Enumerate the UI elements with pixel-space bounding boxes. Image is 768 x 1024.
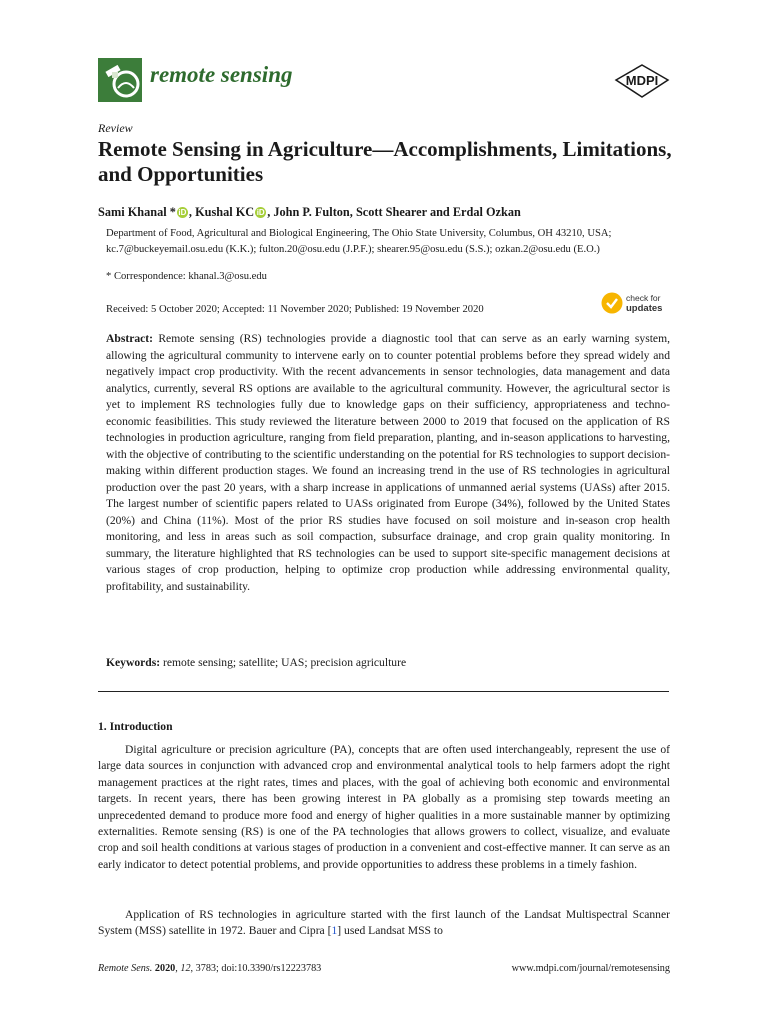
intro-text: ] used Landsat MSS to xyxy=(337,924,443,938)
keywords-label: Keywords: xyxy=(106,656,161,669)
footer-doi: , 3783; doi:10.3390/rs12223783 xyxy=(190,963,322,974)
section-divider xyxy=(98,691,669,692)
abstract-label: Abstract: xyxy=(106,332,154,345)
author-name: Sami Khanal * xyxy=(98,205,176,219)
check-updates-line1: check for xyxy=(626,293,661,303)
journal-abbrev: Remote Sens. xyxy=(98,963,153,974)
author-name: Kushal KC xyxy=(195,205,255,219)
remote-sensing-logo-icon xyxy=(98,58,142,102)
intro-text: Application of RS technologies in agriculture started with the first launch of the Landsat Multispectral Scanner System (MSS) satellite in 1972. Bauer and Cipra [ xyxy=(98,908,670,938)
keywords xyxy=(106,656,406,669)
publisher-name: MDPI xyxy=(625,73,659,88)
citation-link[interactable]: 1 xyxy=(331,924,338,938)
intro-paragraph xyxy=(98,907,670,940)
footer-year: 2020 xyxy=(154,963,176,974)
affiliation: Department of Food, Agricultural and Biological Engineering, The Ohio State University, Columbus, OH 43210, USA; kc.7@buckeyemail.osu.edu (K.K.); fulton.20@osu.edu (J.P.F.); shearer.95@osu.edu (S.S.); ozkan.2@osu.edu (E.O.) xyxy=(106,228,612,255)
article-type: Review xyxy=(98,121,133,135)
abstract xyxy=(106,331,670,595)
orcid-icon[interactable]: iD xyxy=(256,208,265,217)
section-heading: 1. Introduction xyxy=(98,720,173,733)
author-name: John P. Fulton xyxy=(273,205,350,219)
citation-footer: Remote Sens. 2020, 12, 3783; doi:10.3390/rs12223783 xyxy=(98,963,322,974)
article-title: Remote Sensing in Agriculture—Accomplishments, Limitations, and Opportunities xyxy=(98,137,672,186)
check-updates-line2: updates xyxy=(626,302,663,314)
author-name: Erdal Ozkan xyxy=(452,205,521,219)
orcid-icon[interactable]: iD xyxy=(178,208,187,217)
author-list: Sami Khanal * iD , Kushal KC iD , John P. Fulton, Scott Shearer and Erdal Ozkan xyxy=(98,205,521,219)
publication-dates: Received: 5 October 2020; Accepted: 11 November 2020; Published: 19 November 2020 xyxy=(106,304,484,315)
check-for-updates-badge[interactable] xyxy=(601,292,671,320)
journal-name: remote sensing xyxy=(150,62,293,87)
check-updates-icon xyxy=(601,292,623,314)
footer-volume: 12 xyxy=(180,963,191,974)
journal-url[interactable]: www.mdpi.com/journal/remotesensing xyxy=(511,963,670,974)
correspondence: * Correspondence: khanal.3@osu.edu xyxy=(106,271,267,282)
keywords-text: remote sensing; satellite; UAS; precision agriculture xyxy=(163,656,407,669)
abstract-text: Remote sensing (RS) technologies provide a diagnostic tool that can serve as an early warning system, allowing the agricultural community to intervene early on to counter potential problems before they spread widely and negatively impact crop productivity. With the recent advancements in sensor technologies, data management and data analytics, currently, several RS options are available to the agricultural community. However, the agricultural sector is yet to implement RS technologies fully due to knowledge gaps on their sufficiency, appropriateness and techno-economic feasibilities. This study reviewed the literature between 2000 to 2019 that focused on the application of RS technologies in production agriculture, ranging from field preparation, planting, and in-season applications to harvesting, with the objective of contributing to the scientific understanding on the potential for RS technologies to support decision-making within different production stages. We found an increasing trend in the use of RS technologies in agricultural production over the past 20 years, with a sharp increase in applications of unmanned aerial systems (UASs) after 2015. The largest number of scientific papers related to UASs originated from Europe (34%), followed by the United States (20%) and China (11%). Most of the prior RS studies have focused on soil moisture and in-season crop health monitoring, and less in areas such as soil compaction, subsurface drainage, and crop grain quality monitoring. In summary, the literature highlighted that RS technologies can be used to support site-specific management decisions at various stages of crop production, helping to optimize crop production while addressing environmental quality, profitability, and sustainability. xyxy=(106,332,670,593)
mdpi-logo-icon xyxy=(614,64,670,98)
intro-paragraph: Digital agriculture or precision agriculture (PA), concepts that are often used interchangeably, represent the use of large data sources in conjunction with advanced crop and environmental analytical tools to help farmers adopt the right management practices at the right rates, times and places, with the goal of achieving both economic and environmental targets. In recent years, there has been growing interest in PA globally as a promising step towards meeting an unprecedented demand to produce more food and energy of higher qualities in a more sustainable manner by optimizing externalities. Remote sensing (RS) is one of the PA technologies that allows growers to collect, visualize, and evaluate crop and soil health conditions at various stages of production in a convenient and cost-effective manner. It can serve as an early indicator to detect potential problems, and provide opportunities to address these problems in a timely fashion. xyxy=(98,743,670,871)
author-name: Scott Shearer xyxy=(355,205,427,219)
